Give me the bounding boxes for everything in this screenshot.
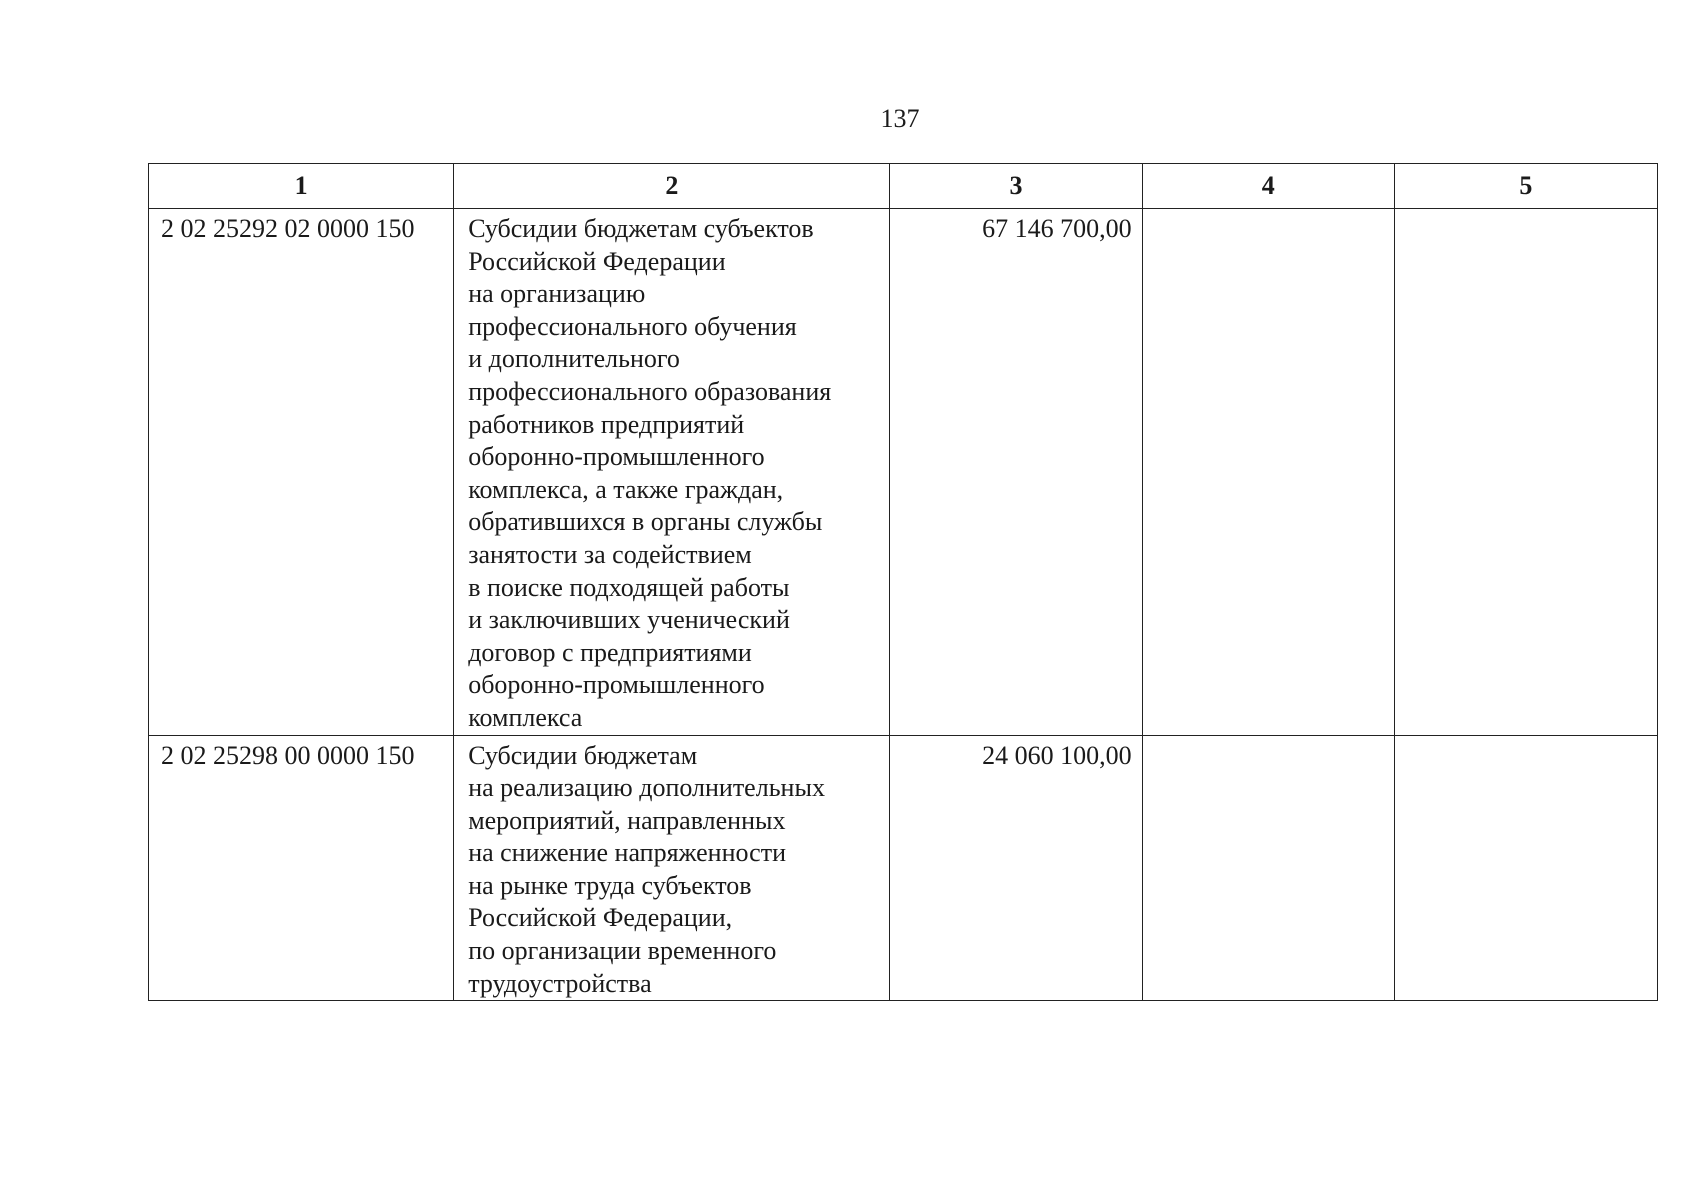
description-cell: Субсидии бюджетам на реализацию дополнительных мероприятий, направленных на снижение напряженности на рынке труда субъектов Российской Федерации, по организации временного трудоустройства <box>454 735 890 1001</box>
column-5-cell <box>1394 735 1657 1001</box>
budget-code-cell: 2 02 25298 00 0000 150 <box>149 735 454 1001</box>
column-header-3: 3 <box>890 164 1142 209</box>
column-4-cell <box>1142 209 1394 736</box>
column-header-5: 5 <box>1394 164 1657 209</box>
column-4-cell <box>1142 735 1394 1001</box>
table-row <box>149 735 1658 1001</box>
amount-cell: 67 146 700,00 <box>890 209 1142 736</box>
budget-table <box>148 163 1658 1001</box>
table-row <box>149 209 1658 736</box>
description-cell: Субсидии бюджетам субъектов Российской Федерации на организацию профессионального обучения и дополнительного профессионального образования работников предприятий оборонно-промышленного комплекса, а также граждан, обратившихся в органы службы занятости за содействием в поиске подходящей работы и заключивших ученический договор с предприятиями оборонно-промышленного комплекса <box>454 209 890 736</box>
amount-cell: 24 060 100,00 <box>890 735 1142 1001</box>
page-number: 137 <box>880 104 920 133</box>
table-header-row <box>149 164 1658 209</box>
column-header-4: 4 <box>1142 164 1394 209</box>
column-header-2: 2 <box>454 164 890 209</box>
budget-code-cell: 2 02 25292 02 0000 150 <box>149 209 454 736</box>
column-5-cell <box>1394 209 1657 736</box>
column-header-1: 1 <box>149 164 454 209</box>
